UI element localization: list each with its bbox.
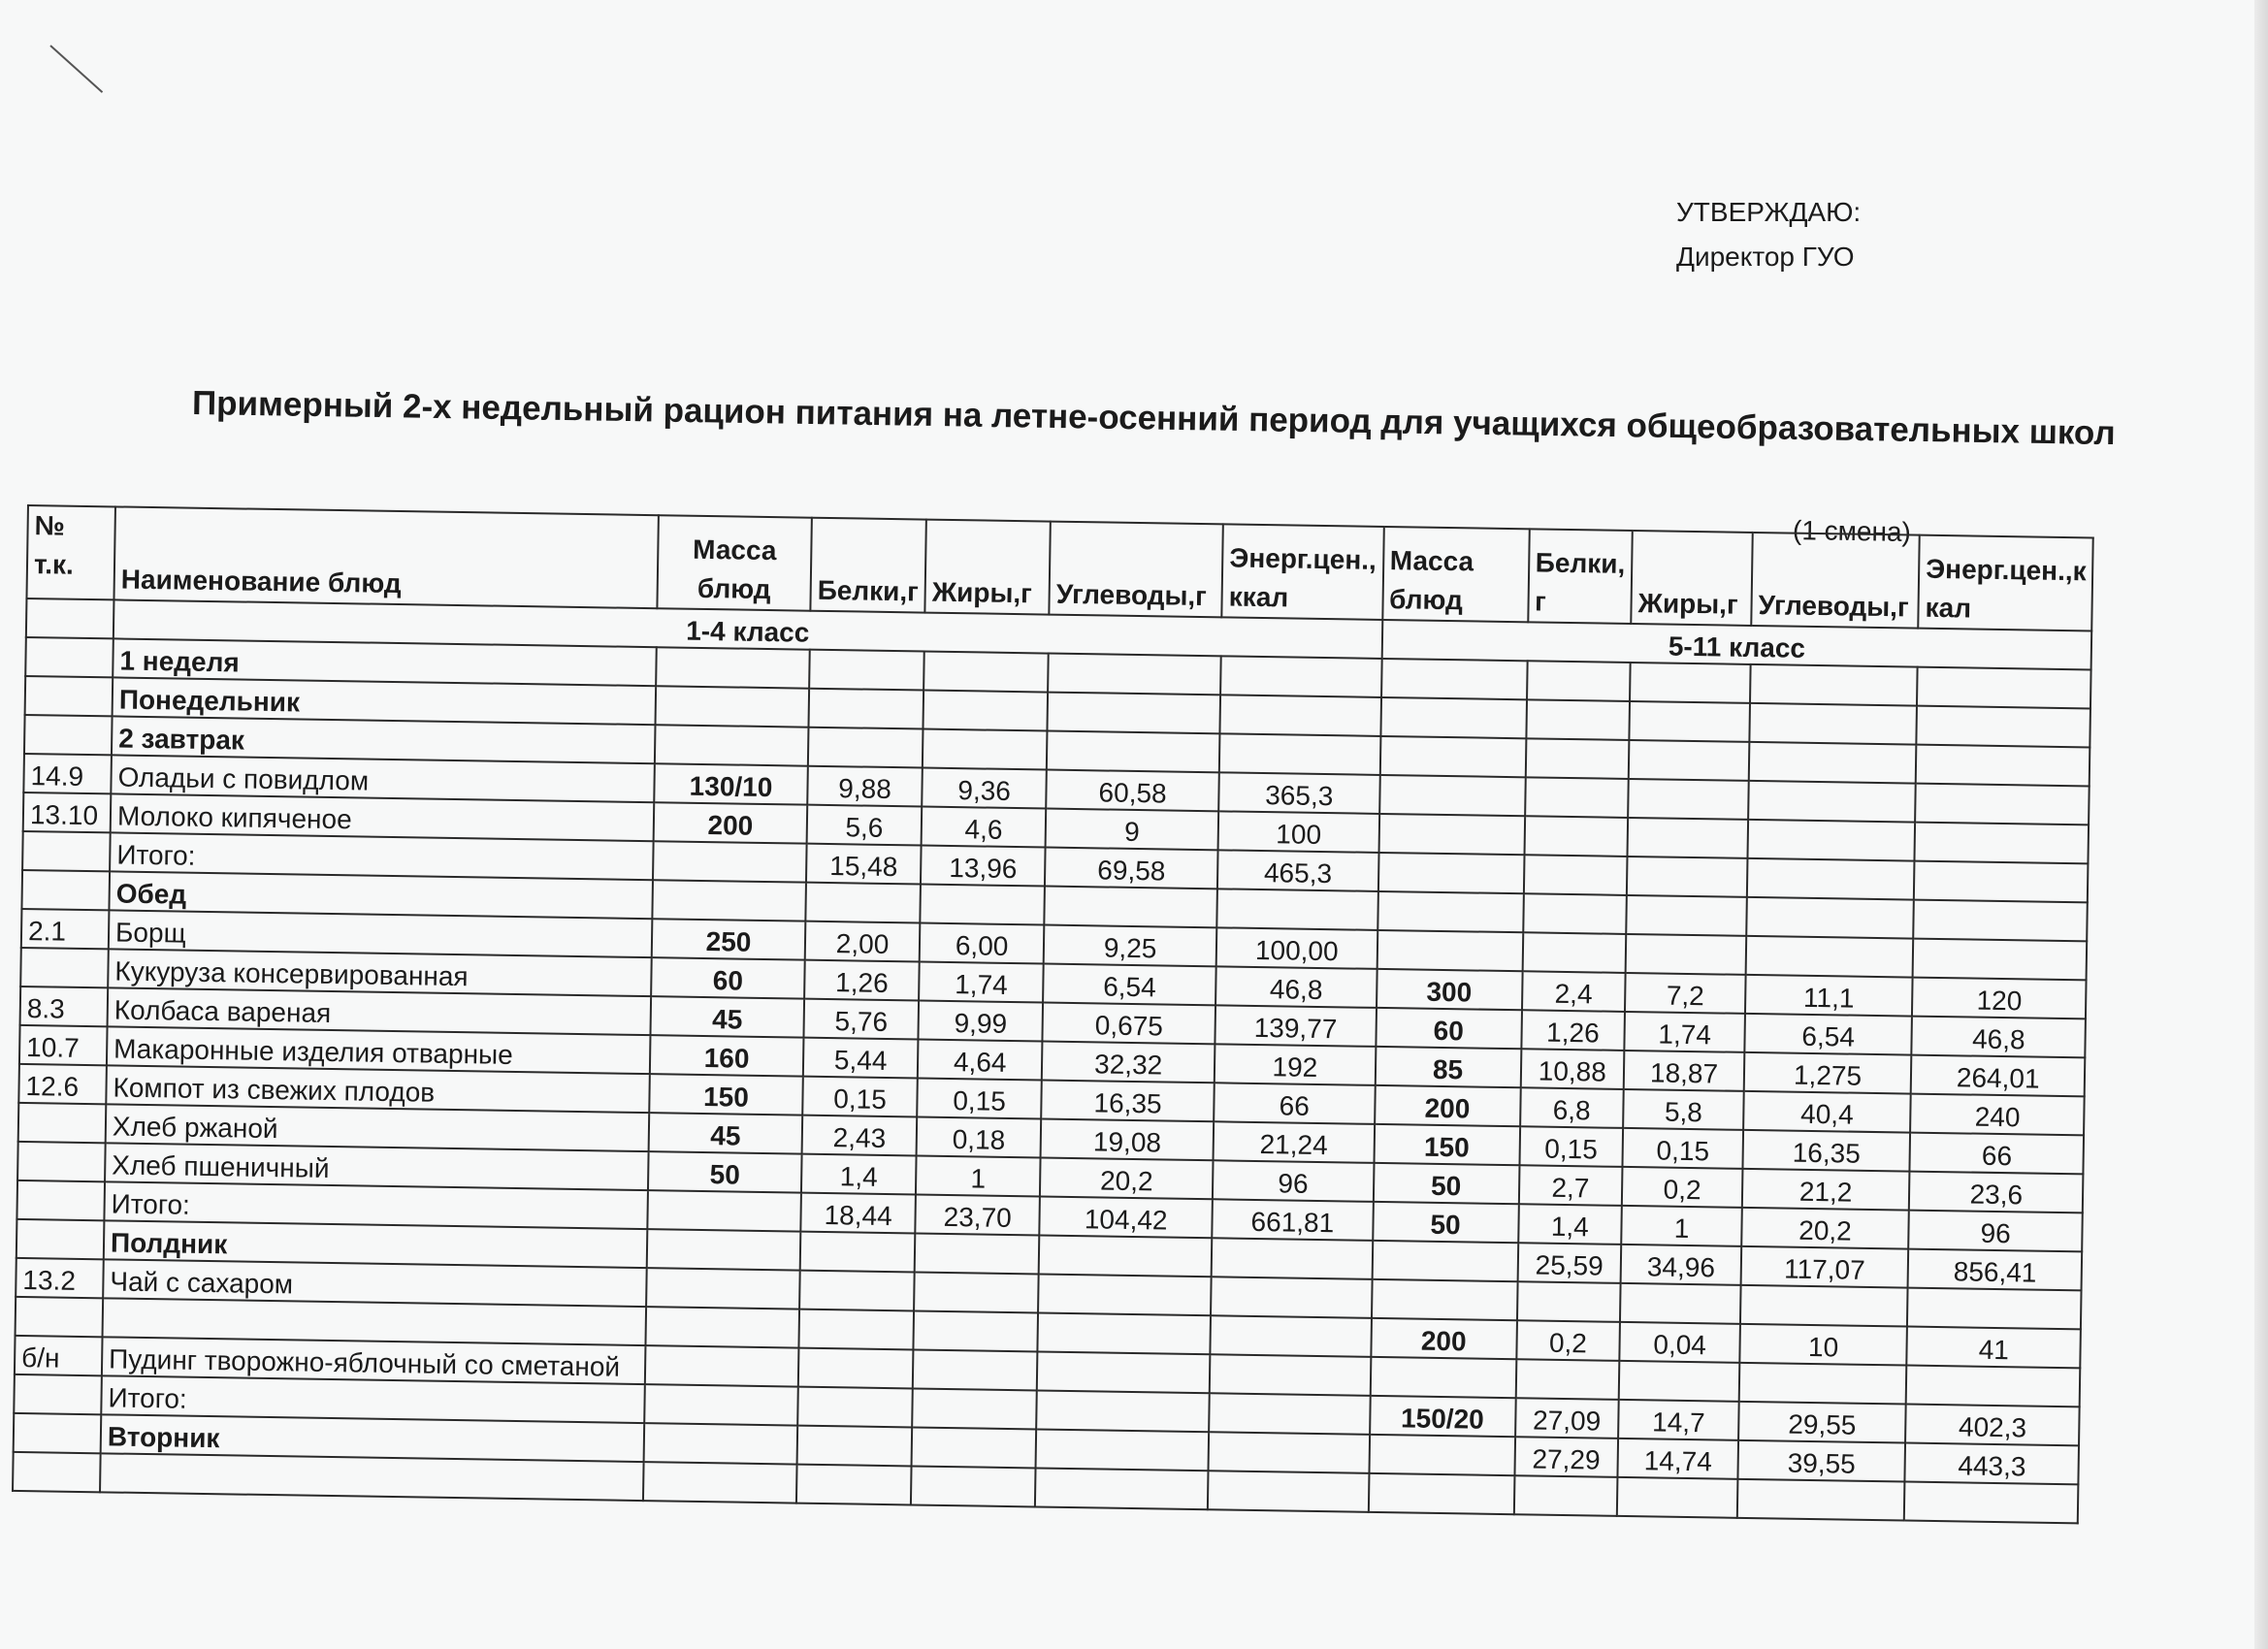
row-dish-name: Пудинг творожно-яблочный со сметаной [102,1337,646,1384]
cell-carbs-senior [1740,1285,1908,1327]
cell-carbs: 104,42 [1039,1196,1213,1238]
cell-protein [798,1348,914,1389]
cell-carbs-senior: 1,275 [1744,1052,1912,1094]
cell-protein: 9,88 [807,766,923,807]
cell-mass [647,1190,801,1231]
cell-energy-senior [1916,706,2090,748]
cell-energy [1219,733,1380,775]
cell-energy-senior: 46,8 [1911,1017,2086,1058]
row-dish-name: Чай с сахаром [103,1259,647,1307]
cell-protein: 15,48 [806,844,922,885]
row-dish-name: Хлеб ржаной [106,1104,650,1151]
cell-protein [800,1232,916,1273]
cell-protein [797,1387,913,1428]
cell-mass-senior: 50 [1373,1202,1519,1243]
row-tech-card-no: 13.2 [16,1258,104,1298]
menu-table [12,504,2094,1524]
cell-fat-senior [1628,779,1749,820]
cell-mass-senior: 150/20 [1370,1396,1516,1437]
header-mass-senior: Масса блюд [1382,527,1529,622]
cell-mass-senior [1377,930,1523,971]
cell-protein [799,1271,915,1311]
cell-mass: 250 [652,919,806,959]
row-section-label: 1 неделя [113,638,657,686]
row-tech-card-no: 8.3 [20,986,109,1026]
cell-energy: 100 [1218,811,1379,853]
cell-protein: 1,26 [804,960,920,1001]
cell-carbs [1048,654,1221,695]
cell-mass [653,841,807,882]
row-tech-card-no: 2.1 [21,909,110,949]
cell-carbs: 69,58 [1045,848,1218,889]
approval-line-2: Директор ГУО [1676,242,1855,272]
cell-fat-senior: 14,7 [1618,1400,1739,1440]
cell-carbs [1038,1312,1212,1354]
cell-fat [914,1272,1039,1312]
header-carbs-senior: Углеводы,г [1751,533,1919,629]
cell-fat: 4,6 [922,807,1047,848]
cell-fat-senior [1628,818,1749,858]
cell-protein-senior: 2,4 [1522,971,1626,1012]
cell-protein-senior [1524,816,1628,857]
cell-energy-senior [1915,823,2090,864]
cell-mass: 45 [649,1113,803,1153]
class-group-senior: 5-11 класс [1381,620,2091,669]
cell-fat-senior [1619,1361,1740,1402]
cell-mass: 50 [648,1151,802,1192]
cell-mass-senior [1378,814,1525,855]
cell-fat [923,652,1049,693]
cell-energy: 21,24 [1214,1121,1375,1163]
cell-mass-senior: 200 [1375,1085,1521,1126]
cell-energy-senior: 443,3 [1904,1443,2079,1485]
cell-protein: 5,44 [803,1038,919,1079]
cell-fat: 9,36 [922,768,1047,809]
row-tech-card-no [25,637,113,677]
cell-protein: 0,15 [802,1077,918,1117]
row-section-label: Полдник [104,1220,648,1268]
cell-protein-senior: 10,88 [1520,1049,1624,1089]
row-tech-card-no [22,831,111,871]
row-dish-name: Итого: [104,1181,648,1229]
cell-carbs-senior: 6,54 [1744,1014,1912,1055]
cell-energy: 139,77 [1215,1005,1377,1047]
cell-carbs [1035,1468,1209,1509]
cell-carbs-senior [1748,820,1916,861]
cell-mass-senior: 60 [1376,1008,1522,1049]
cell-fat [912,1427,1037,1468]
cell-mass [644,1423,798,1464]
cell-mass-senior [1381,659,1528,699]
cell-protein: 5,76 [803,999,919,1040]
cell-energy: 465,3 [1217,850,1378,891]
pen-mark [49,45,103,93]
cell-protein-senior: 25,59 [1517,1243,1621,1283]
cell-energy: 100,00 [1216,927,1377,969]
cell-mass-senior: 85 [1375,1047,1521,1087]
row-tech-card-no [13,1452,101,1492]
row-dish-name: Компот из свежих плодов [106,1065,650,1113]
cell-energy: 66 [1214,1083,1375,1124]
cell-mass-senior [1372,1279,1518,1320]
cell-protein-senior [1523,893,1627,934]
row-tech-card-no: 13.10 [23,792,112,832]
cell-energy-senior [1917,667,2091,709]
class-group-spacer [26,598,114,638]
row-dish-name: Колбаса вареная [108,987,652,1035]
cell-energy: 661,81 [1212,1199,1373,1241]
cell-protein-senior [1513,1475,1617,1516]
cell-carbs [1048,693,1221,734]
cell-carbs [1038,1274,1212,1315]
cell-carbs: 19,08 [1041,1118,1215,1160]
cell-mass-senior [1380,697,1527,738]
cell-protein-senior: 2,7 [1518,1165,1622,1206]
cell-protein-senior: 1,4 [1518,1204,1622,1245]
row-tech-card-no: 14.9 [23,754,112,793]
cell-protein [797,1426,913,1467]
cell-mass [652,880,806,921]
row-dish-name: Молоко кипяченое [111,793,655,841]
cell-protein-senior [1517,1281,1621,1322]
cell-mass: 200 [654,802,808,843]
cell-energy-senior: 96 [1908,1211,2083,1252]
cell-energy-senior: 23,6 [1909,1172,2084,1213]
cell-protein [805,883,921,923]
cell-mass-senior: 200 [1371,1318,1517,1359]
cell-fat-senior [1627,857,1748,897]
cell-fat: 6,00 [920,923,1045,964]
cell-fat: 13,96 [921,846,1046,887]
row-tech-card-no: б/н [15,1336,103,1375]
cell-fat-senior [1620,1283,1741,1324]
cell-carbs: 9 [1046,809,1219,851]
cell-protein [808,689,923,729]
cell-protein: 5,6 [807,805,923,846]
cell-carbs: 60,58 [1046,770,1219,812]
cell-protein-senior [1525,777,1629,818]
class-group-junior: 1-4 класс [113,599,1382,659]
cell-energy [1212,1238,1373,1279]
cell-fat-senior: 18,87 [1624,1051,1745,1091]
cell-mass-senior [1377,853,1524,893]
row-tech-card-no: 10.7 [19,1025,108,1065]
header-no: № т.к. [26,505,114,599]
cell-mass-senior [1368,1473,1514,1514]
row-tech-card-no [14,1374,102,1414]
cell-mass: 160 [650,1035,804,1076]
row-dish-name: Макаронные изделия отварные [107,1026,651,1074]
header-carbs: Углеводы,г [1050,522,1223,618]
cell-energy [1220,695,1381,736]
cell-fat [911,1466,1036,1506]
row-tech-card-no [21,870,110,910]
cell-fat-senior [1617,1477,1738,1518]
cell-energy-senior: 402,3 [1905,1405,2080,1446]
cell-mass-senior: 300 [1377,969,1523,1010]
cell-energy [1208,1471,1369,1512]
row-tech-card-no [16,1180,105,1220]
cell-carbs-senior: 10 [1739,1324,1907,1366]
cell-mass-senior [1379,775,1526,816]
cell-mass [655,725,809,765]
cell-carbs [1036,1429,1210,1471]
cell-fat [912,1388,1037,1429]
cell-fat-senior: 0,2 [1622,1167,1743,1208]
row-tech-card-no [20,948,109,987]
cell-protein-senior [1527,661,1631,701]
cell-energy-senior: 856,41 [1908,1249,2083,1291]
cell-fat [914,1310,1039,1351]
cell-energy-senior [1913,900,2088,942]
cell-carbs-senior: 39,55 [1737,1440,1905,1482]
cell-energy [1209,1393,1370,1435]
header-protein-senior: Белки, г [1528,529,1633,624]
cell-carbs: 32,32 [1042,1042,1215,1083]
cell-carbs-senior [1746,936,1914,978]
cell-carbs [1039,1235,1213,1277]
scan-edge [2254,0,2268,1649]
cell-protein [796,1465,912,1505]
cell-energy-senior [1913,939,2088,981]
cell-fat [915,1233,1040,1274]
cell-carbs: 16,35 [1041,1081,1215,1122]
cell-energy-senior: 264,01 [1911,1055,2086,1097]
cell-fat-senior: 1,74 [1624,1012,1745,1052]
cell-protein: 1,4 [801,1154,917,1195]
row-tech-card-no [25,676,113,716]
cell-fat: 23,70 [915,1194,1040,1235]
cell-mass [647,1229,801,1270]
row-section-label: Вторник [101,1414,645,1462]
cell-carbs-senior: 117,07 [1741,1246,1909,1288]
cell-protein [798,1310,914,1350]
cell-energy-senior: 41 [1906,1327,2081,1369]
cell-carbs-senior [1747,858,1915,900]
header-name: Наименование блюд [113,506,658,608]
row-section-label: Понедельник [113,677,657,725]
cell-fat: 4,64 [918,1039,1043,1080]
cell-fat-senior: 14,74 [1618,1439,1739,1479]
cell-mass [646,1268,800,1309]
header-fat: Жиры,г [925,520,1051,615]
cell-fat: 0,15 [917,1078,1042,1118]
cell-protein-senior: 27,29 [1514,1437,1618,1477]
row-tech-card-no [14,1413,102,1453]
cell-mass [644,1384,798,1425]
shift-label: (1 смена) [1792,515,1912,547]
cell-carbs-senior [1749,742,1917,784]
header-energy: Энерг.цен., ккал [1221,524,1383,620]
cell-protein-senior: 6,8 [1520,1087,1624,1128]
row-tech-card-no [17,1142,106,1181]
cell-mass: 60 [651,957,805,998]
row-tech-card-no [24,715,113,755]
cell-carbs [1044,887,1217,928]
cell-fat-senior [1629,701,1750,742]
cell-protein-senior: 0,2 [1516,1320,1620,1361]
cell-mass [656,686,810,727]
cell-carbs-senior [1748,781,1916,823]
approval-line-1: УТВЕРЖДАЮ: [1676,197,1862,227]
cell-mass: 150 [649,1074,803,1115]
cell-energy-senior [1904,1482,2079,1524]
cell-protein-senior: 27,09 [1515,1398,1619,1439]
cell-mass-senior [1369,1435,1515,1475]
cell-mass [645,1307,799,1347]
cell-energy-senior [1914,861,2089,903]
cell-energy: 46,8 [1215,966,1377,1008]
cell-carbs-senior: 21,2 [1742,1169,1910,1211]
cell-carbs: 6,54 [1043,964,1216,1006]
cell-carbs [1037,1351,1211,1393]
cell-energy-senior [1915,784,2090,825]
cell-protein-senior: 0,15 [1519,1126,1623,1167]
cell-carbs-senior [1737,1479,1905,1521]
cell-energy: 365,3 [1218,772,1379,814]
cell-fat-senior: 0,15 [1623,1128,1744,1169]
cell-fat: 1,74 [919,962,1044,1003]
cell-fat-senior [1626,934,1747,975]
menu-body [13,637,2091,1523]
cell-energy-senior [1916,745,2090,787]
cell-carbs-senior: 16,35 [1743,1130,1911,1172]
row-dish-name: Борщ [109,910,653,957]
cell-fat-senior: 7,2 [1625,973,1746,1014]
cell-fat-senior: 5,8 [1623,1089,1744,1130]
row-dish-name: Кукуруза консервированная [108,949,652,996]
cell-carbs-senior: 29,55 [1738,1402,1906,1443]
cell-mass-senior [1370,1357,1516,1398]
cell-mass [643,1462,797,1503]
cell-carbs-senior [1750,664,1918,706]
cell-energy [1211,1315,1372,1357]
cell-energy [1220,656,1381,697]
cell-energy-senior [1907,1288,2082,1330]
cell-fat-senior [1629,740,1750,781]
cell-mass [645,1345,799,1386]
cell-protein-senior [1515,1359,1619,1400]
cell-protein: 2,00 [805,922,921,962]
row-section-label: Обед [109,871,653,919]
cell-carbs-senior [1739,1363,1907,1405]
row-tech-card-no [16,1297,104,1337]
cell-protein-senior: 1,26 [1521,1010,1625,1051]
row-section-label: 2 завтрак [112,716,656,763]
row-dish-name: Итого: [110,832,654,880]
cell-carbs-senior [1746,897,1914,939]
cell-energy-senior: 120 [1912,978,2087,1019]
cell-energy [1210,1354,1371,1396]
cell-energy [1209,1432,1370,1473]
cell-energy-senior: 240 [1910,1094,2085,1136]
document-title: Примерный 2-х недельный рацион питания на летне-осенний период для учащихся общеобразовательных школ [191,384,2117,453]
cell-protein [808,728,923,768]
row-dish-name: Итого: [101,1375,645,1423]
cell-fat-senior: 34,96 [1621,1245,1742,1285]
cell-fat [920,885,1045,925]
cell-carbs [1036,1390,1210,1432]
cell-fat [913,1349,1038,1390]
cell-energy: 96 [1213,1160,1374,1202]
cell-carbs-senior: 20,2 [1741,1208,1909,1249]
cell-fat: 0,18 [917,1116,1042,1157]
cell-protein-senior [1525,738,1629,779]
cell-fat-senior [1630,663,1751,703]
row-tech-card-no [16,1219,105,1259]
row-tech-card-no: 12.6 [18,1064,107,1104]
cell-mass [656,647,810,688]
row-tech-card-no [18,1103,107,1143]
cell-energy-senior: 66 [1910,1133,2085,1175]
approval-block [1676,190,1861,279]
cell-mass-senior [1377,891,1524,932]
cell-mass-senior [1379,736,1526,777]
header-energy-senior: Энерг.цен.,к кал [1918,535,2093,631]
cell-fat [923,691,1049,731]
cell-carbs [1047,731,1220,773]
row-dish-name: Хлеб пшеничный [105,1143,649,1190]
cell-energy [1211,1277,1372,1318]
row-dish-name [100,1453,644,1501]
cell-fat: 9,99 [919,1001,1044,1042]
cell-energy-senior [1906,1366,2081,1407]
cell-mass-senior: 150 [1374,1124,1520,1165]
cell-fat: 1 [916,1155,1041,1196]
cell-mass-senior: 50 [1373,1163,1519,1204]
cell-energy: 192 [1215,1044,1376,1085]
cell-carbs-senior [1749,703,1917,745]
menu-table-container [12,504,2094,1524]
cell-fat-senior: 1 [1621,1206,1742,1246]
cell-mass-senior [1372,1241,1518,1281]
cell-protein: 2,43 [802,1116,918,1156]
cell-energy [1216,889,1377,930]
header-fat-senior: Жиры,г [1631,531,1752,626]
cell-protein-senior [1526,699,1630,740]
header-protein: Белки,г [810,518,926,613]
cell-protein-senior [1522,932,1626,973]
cell-carbs: 20,2 [1040,1157,1214,1199]
cell-fat-senior [1626,895,1747,936]
cell-carbs-senior: 40,4 [1743,1091,1911,1133]
cell-mass: 130/10 [654,763,808,804]
cell-carbs: 0,675 [1043,1003,1216,1045]
cell-protein: 18,44 [800,1193,916,1234]
cell-protein [809,650,924,691]
header-mass: Масса блюд [657,515,811,610]
cell-protein-senior [1523,855,1627,895]
cell-carbs: 9,25 [1044,925,1217,967]
row-dish-name: Оладьи с повидлом [111,755,655,802]
cell-mass: 45 [650,996,804,1037]
cell-fat [923,729,1048,770]
cell-fat-senior: 0,04 [1619,1322,1740,1363]
cell-carbs-senior: 11,1 [1745,975,1913,1017]
